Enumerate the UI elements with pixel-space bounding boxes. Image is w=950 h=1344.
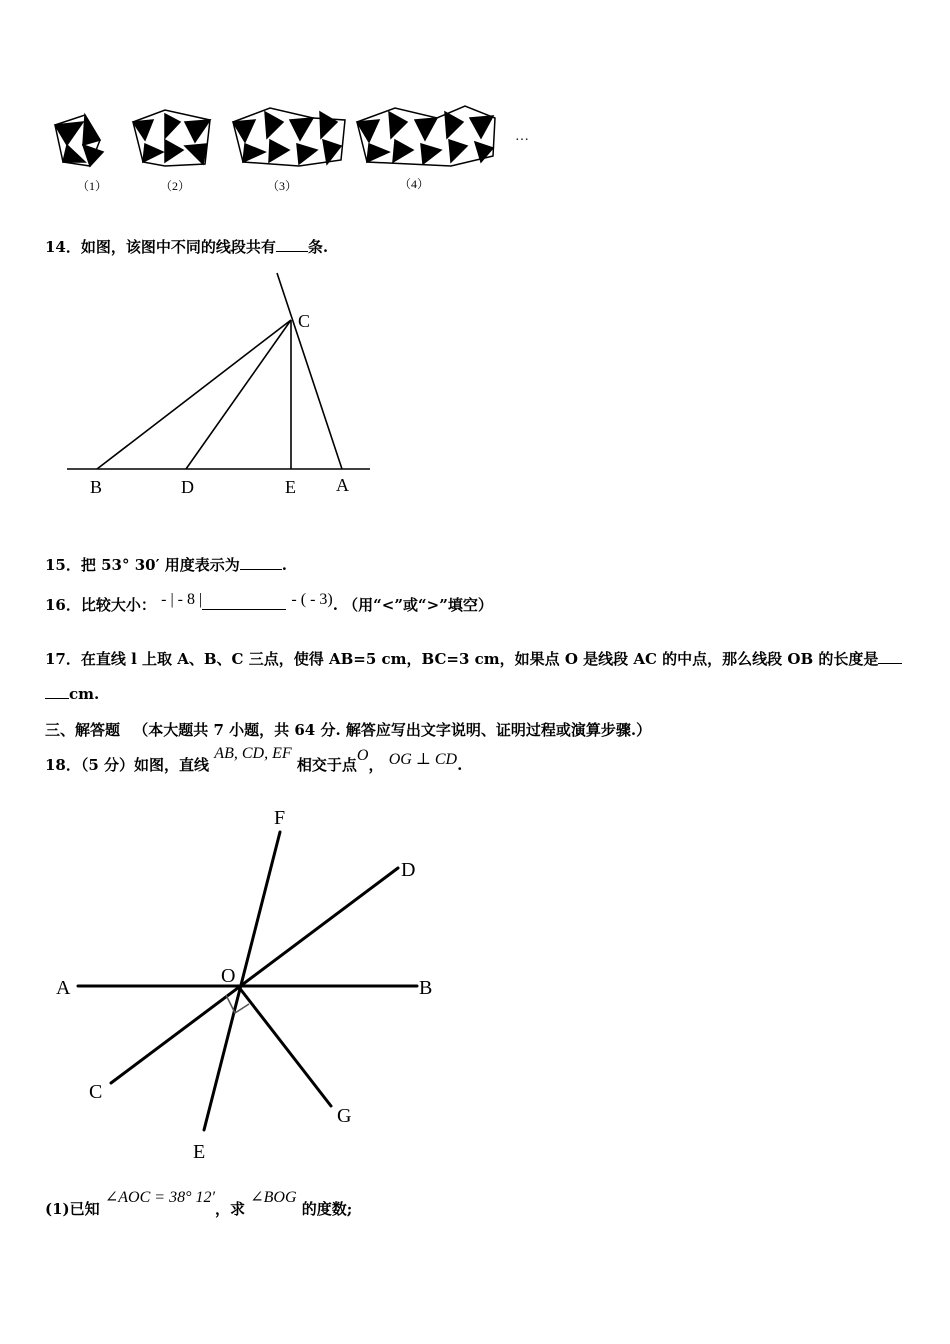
section-3-heading <box>45 719 651 740</box>
q17-answer-blank[interactable] <box>878 663 902 664</box>
q17-number: 17． <box>45 650 81 668</box>
q18-lines: AB, CD, EF <box>214 745 292 762</box>
q18-sep: ， <box>368 756 384 774</box>
pattern-label-4: （4） <box>399 177 430 191</box>
q18-label-a: A <box>56 977 71 999</box>
q15-text-after: . <box>281 556 287 574</box>
q16-number: 16． <box>45 596 81 614</box>
q14-text-before: 如图，该图中不同的线段共有 <box>80 238 276 256</box>
q18-label-f: F <box>274 807 286 829</box>
q18-1-text-after: 的度数; <box>301 1200 353 1218</box>
question-15 <box>45 554 287 575</box>
q18-label-e: E <box>193 1141 206 1163</box>
q16-expr-left: - | - 8 | <box>161 591 203 608</box>
q18-number: 18． <box>45 756 81 774</box>
q14-label-c: C <box>298 311 311 331</box>
q16-text-before: 比较大小： <box>80 596 156 614</box>
question-18-part-1 <box>45 1189 353 1219</box>
question-17 <box>45 648 902 669</box>
q14-number: 14． <box>45 238 81 256</box>
q16-answer-blank[interactable] <box>202 609 286 610</box>
pattern-ellipsis: … <box>515 129 529 144</box>
q17-answer-blank-cont[interactable] <box>45 698 69 699</box>
question-14 <box>45 236 328 257</box>
pattern-label-2: （2） <box>160 179 191 193</box>
q18-label-o: O <box>221 965 236 987</box>
q14-label-b: B <box>90 477 103 497</box>
section-3-title: 三、解答题 <box>45 721 121 739</box>
q14-label-d: D <box>181 477 194 497</box>
pattern-1 <box>55 115 103 166</box>
q18-1-given: ∠AOC = 38° 12′ <box>104 1189 215 1206</box>
q18-label-g: G <box>337 1105 352 1127</box>
q18-label-d: D <box>401 859 416 881</box>
q14-segment-figure <box>45 265 385 505</box>
question-18 <box>45 745 463 775</box>
pattern-2 <box>133 110 210 166</box>
question-16 <box>45 591 493 615</box>
q18-text-after: . <box>457 756 463 774</box>
q18-text-mid: 相交于点 <box>296 756 357 774</box>
q18-intersecting-lines-figure <box>45 800 465 1170</box>
q14-label-a: A <box>336 475 349 495</box>
q15-answer-blank[interactable] <box>240 569 282 570</box>
q18-label-c: C <box>89 1081 103 1103</box>
q15-number: 15． <box>45 556 81 574</box>
q14-text-after: 条. <box>307 238 329 256</box>
q17-text: 在直线 l 上取 A、B、C 三点，使得 AB=5 cm，BC=3 cm，如果点 O 是线段 AC 的中点，那么线段 OB 的长度是 <box>80 650 879 668</box>
q18-label-b: B <box>419 977 433 999</box>
section-3-note: （本大题共 7 小题，共 64 分. 解答应写出文字说明、证明过程或演算步骤.） <box>133 721 652 739</box>
pattern-4 <box>357 106 495 166</box>
q18-1-label: (1)已知 <box>45 1200 100 1218</box>
q18-text-before: 如图，直线 <box>134 756 210 774</box>
pattern-label-1: （1） <box>77 179 108 193</box>
q18-1-sep: ，求 <box>214 1200 245 1218</box>
q14-answer-blank[interactable] <box>276 251 308 252</box>
triangle-pattern-figure <box>45 100 545 200</box>
q14-label-e: E <box>285 477 296 497</box>
q17-unit: cm. <box>69 685 100 703</box>
q18-score: （5 分） <box>80 756 135 774</box>
q18-1-target: ∠BOG <box>250 1189 297 1206</box>
q16-expr-right: - ( - 3) <box>291 591 333 608</box>
q16-text-after: . （用“<”或“>”填空） <box>332 596 493 614</box>
q18-point: O <box>356 747 369 764</box>
q18-condition: OG ⊥ CD <box>388 751 458 768</box>
q15-text-before: 把 53° 30′ 用度表示为 <box>80 556 240 574</box>
question-17-cont <box>45 685 99 703</box>
pattern-3 <box>233 108 345 166</box>
pattern-label-3: （3） <box>267 179 298 193</box>
